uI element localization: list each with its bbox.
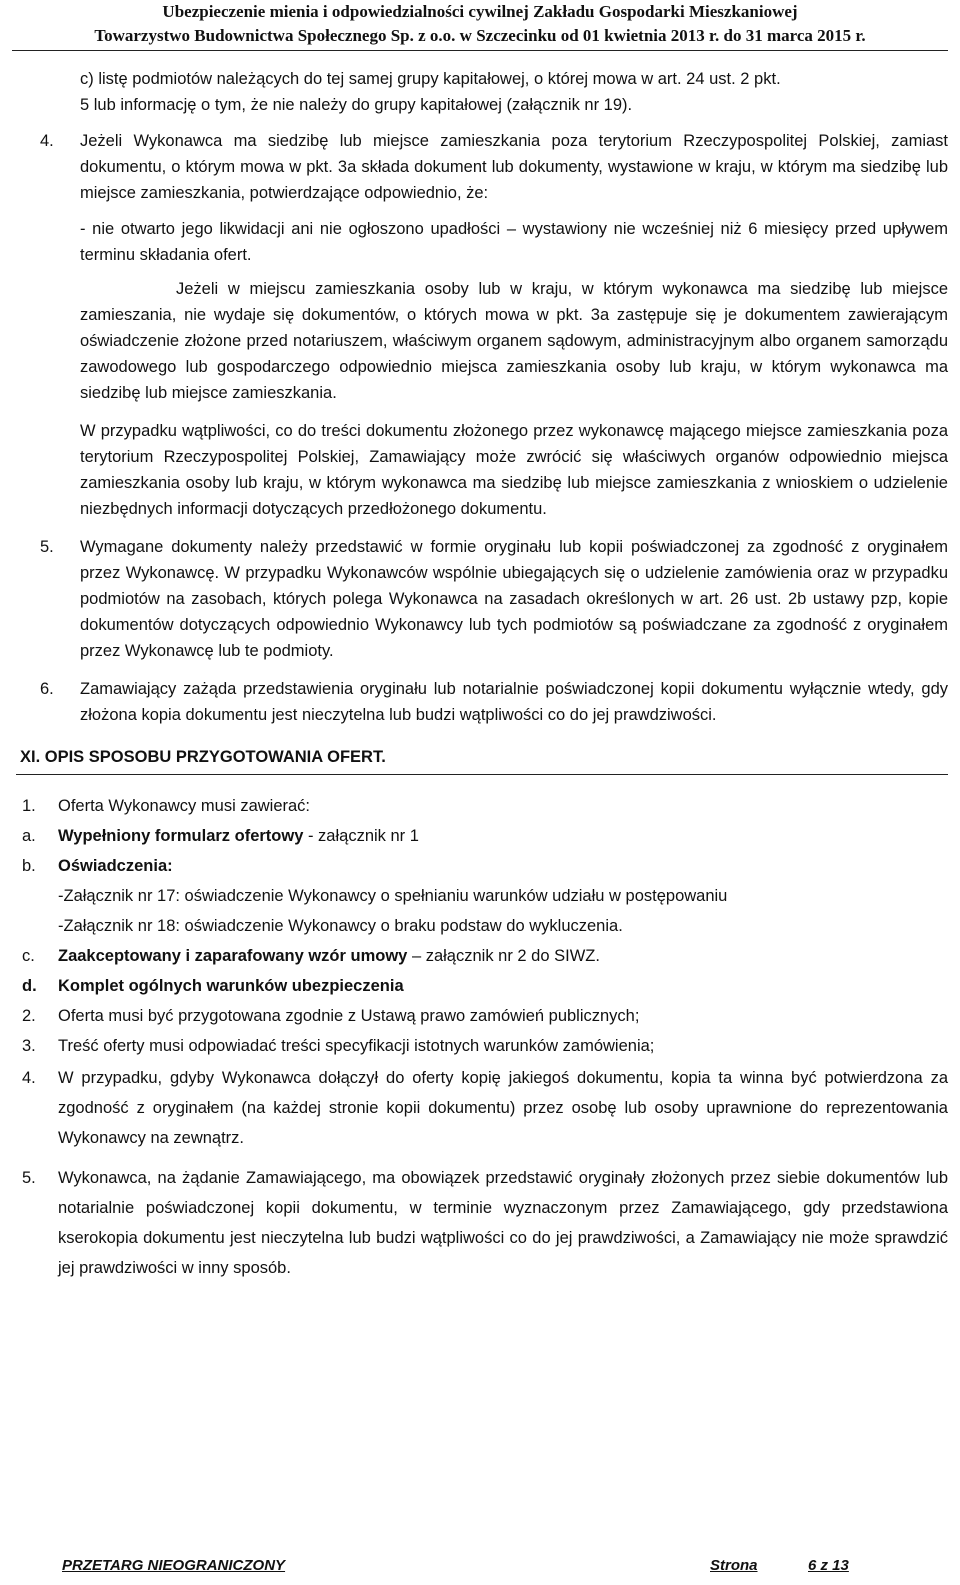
offer-list: [0, 793, 948, 1283]
list-item-2-text: Oferta musi być przygotowana zgodnie z Ustawą prawo zamówień publicznych;: [58, 1007, 640, 1025]
list-item-d: [0, 973, 948, 999]
list-item-3-number: 3.: [22, 1037, 36, 1055]
item-4-text: Jeżeli Wykonawca ma siedzibę lub miejsce zamieszkania poza terytorium Rzeczypospolitej Polskiej, zamiast dokumentu, o którym mowa w pkt. 3a składa dokument lub dokumenty, wystawione w kraju, w którym ma siedzibę lub miejsce zamieszkania, potwierdzające odpowiednio, że:: [80, 132, 948, 202]
list-item-3-text: Treść oferty musi odpowiadać treści specyfikacji istotnych warunków zamówienia;: [58, 1037, 655, 1055]
para-c: [80, 66, 948, 118]
list-item-b-line-2: -Załącznik nr 18: oświadczenie Wykonawcy o braku podstaw do wykluczenia.: [58, 917, 623, 935]
page-header: [0, 0, 960, 48]
list-item-c-letter: c.: [22, 947, 35, 965]
list-item-1-number: 1.: [22, 797, 36, 815]
item-5: [0, 534, 960, 664]
list-item-a: [0, 823, 948, 849]
list-item-4: [0, 1063, 948, 1153]
footer-page-number: 6 z 13: [808, 1557, 849, 1574]
list-item-a-letter: a.: [22, 827, 36, 845]
list-item-b-letter: b.: [22, 857, 36, 875]
list-item-d-letter: d.: [22, 977, 37, 995]
list-item-b-line-1: -Załącznik nr 17: oświadczenie Wykonawcy o spełnianiu warunków udziału w postępowaniu: [58, 887, 728, 905]
list-item-4-number: 4.: [22, 1069, 36, 1087]
list-item-d-bold: Komplet ogólnych warunków ubezpieczenia: [58, 977, 404, 995]
list-item-5-number: 5.: [22, 1169, 36, 1187]
header-line-2: Towarzystwo Budownictwa Społecznego Sp. z o.o. w Szczecinku od 01 kwietnia 2013 r. do 31 marca 2015 r.: [94, 26, 866, 45]
footer-page-label: Strona: [710, 1557, 758, 1574]
list-item-1: [0, 793, 948, 819]
list-item-c-bold: Zaakceptowany i zaparafowany wzór umowy: [58, 947, 408, 965]
list-item-4-text: W przypadku, gdyby Wykonawca dołączył do oferty kopię jakiegoś dokumentu, kopia ta winna być potwierdzona za zgodność z oryginałem (na każdej stronie kopii dokumentu) przez osobę lub osoby uprawnione do reprezentowania Wykonawcy na zewnątrz.: [58, 1069, 948, 1147]
item-6-number: 6.: [40, 680, 54, 698]
list-item-a-bold: Wypełniony formularz ofertowy: [58, 827, 304, 845]
list-item-b: [0, 853, 948, 939]
list-item-3: [0, 1033, 948, 1059]
item-5-number: 5.: [40, 538, 54, 556]
list-item-c: [0, 943, 948, 969]
item-4: [0, 128, 960, 522]
item-4-para-2: Jeżeli w miejscu zamieszkania osoby lub w kraju, w którym wykonawca ma siedzibę lub miejsce zamieszania, nie wydaje się dokumentów, o których mowa w pkt. 3a zastępuje się je dokumentem zawierającym oświadczenie złożone przed notariuszem, właściwym organem sądowym, administracyjnym albo organem samorządu zawodowego lub gospodarczego odpowiednio miejsca zamieszkania osoby lub kraju, w którym wykonawca ma siedzibę lub miejsce zamieszkania.: [80, 280, 948, 402]
para-c-line-1: c) listę podmiotów należących do tej samej grupy kapitałowej, o której mowa w art. 24 ust. 2 pkt.: [80, 70, 781, 88]
list-item-5-text: Wykonawca, na żądanie Zamawiającego, ma obowiązek przedstawić oryginały złożonych przez siebie dokumentów lub notarialnie poświadczonej kopii dokumentu, w terminie wyznaczonym przez Zamawiającego, gdy przedstawiona kserokopia dokumentu jest nieczytelna lub budzi wątpliwości co do jej prawdziwości, a Zamawiający nie może sprawdzić jej prawdziwości w inny sposób.: [58, 1169, 948, 1277]
section-title: XI. OPIS SPOSOBU PRZYGOTOWANIA OFERT.: [16, 742, 948, 775]
header-line-1: Ubezpieczenie mienia i odpowiedzialności cywilnej Zakładu Gospodarki Mieszkaniowej: [162, 2, 798, 21]
item-4-para-3: W przypadku wątpliwości, co do treści dokumentu złożonego przez wykonawcę mającego miejsce zamieszkania poza terytorium Rzeczypospolitej Polskiej, Zamawiający może zwrócić się właściwych organów odpowiednio miejsca zamieszkania osoby lub kraju, w którym wykonawca ma siedzibę lub miejsce zamieszkania z wnioskiem o udzielenie niezbędnych informacji dotyczących przedłożonego dokumentu.: [80, 422, 948, 518]
item-6-text: Zamawiający zażąda przedstawienia oryginału lub notarialnie poświadczonej kopii dokumentu wyłącznie wtedy, gdy złożona kopia dokumentu jest nieczytelna lub budzi wątpliwości co do jej prawdziwości.: [80, 680, 948, 724]
item-4-number: 4.: [40, 132, 54, 150]
list-item-1-text: Oferta Wykonawcy musi zawierać:: [58, 797, 311, 815]
list-item-2-number: 2.: [22, 1007, 36, 1025]
footer-left: PRZETARG NIEOGRANICZONY: [62, 1557, 286, 1574]
header-rule: [12, 50, 948, 51]
item-4-dash: - nie otwarto jego likwidacji ani nie ogłoszono upadłości – wystawiony nie wcześniej niż 6 miesięcy przed upływem terminu składania ofert.: [80, 220, 948, 264]
para-c-line-2: 5 lub informację o tym, że nie należy do grupy kapitałowej (załącznik nr 19).: [80, 96, 633, 114]
list-item-2: [0, 1003, 948, 1029]
list-item-c-rest: – załącznik nr 2 do SIWZ.: [407, 947, 600, 965]
list-item-a-rest: - załącznik nr 1: [303, 827, 419, 845]
item-5-text: Wymagane dokumenty należy przedstawić w formie oryginału lub kopii poświadczonej za zgodność z oryginałem przez Wykonawcę. W przypadku Wykonawców wspólnie ubiegających się o udzielenie zamówienia oraz w przypadku podmiotów na zasobach, których polega Wykonawca na zasadach określonych w art. 26 ust. 2b ustawy pzp, kopie dokumentów dotyczących odpowiednio Wykonawcy lub tych podmiotów są poświadczane za zgodność z oryginałem przez Wykonawcę lub te podmioty.: [80, 538, 948, 660]
list-item-b-bold: Oświadczenia:: [58, 857, 173, 875]
document-body: [0, 66, 960, 1283]
item-6: [0, 676, 960, 728]
list-item-5: [0, 1163, 948, 1283]
